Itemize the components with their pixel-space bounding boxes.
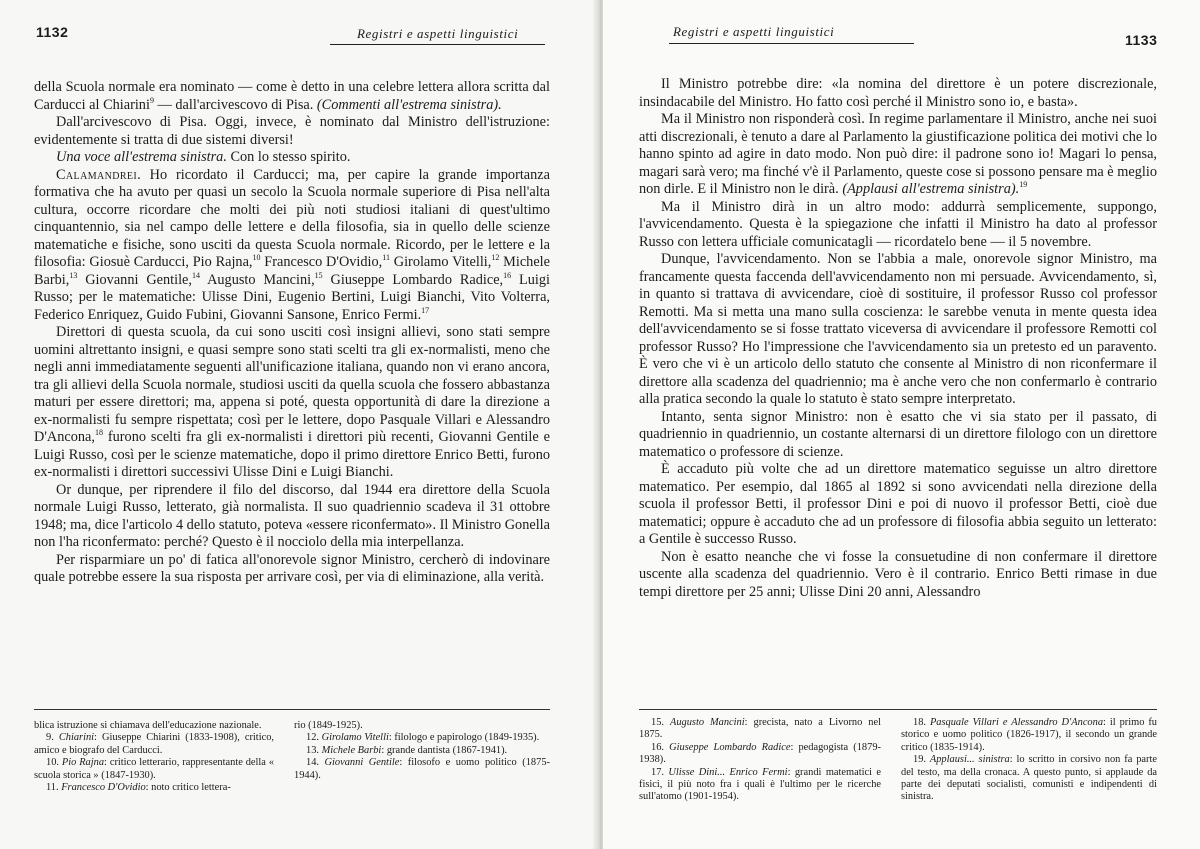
- body-paragraph: Non è esatto neanche che vi fosse la consuetudine di non confermare il direttore uscente alla scadenza del quadriennio. Vero è il contrario. Enrico Betti rimase in due tempi direttore per 25 anni; Ulisse Dini 20 anni, Alessandro: [639, 548, 1157, 600]
- body-paragraph: Intanto, senta signor Ministro: non è esatto che vi sia stato per il passato, di quadriennio in quadriennio, un costante alternarsi di un direttore filologo con un direttore matematico o professore di scienze.: [639, 408, 1157, 460]
- body-paragraph: Or dunque, per riprendere il filo del discorso, dal 1944 era direttore della Scuola normale Luigi Russo, letterato, già normalista. Il suo quadriennio scadeva il 31 ottobre 1948; ma, dice l'articolo 4 dello statuto, poteva «essere riconfermato». Il Ministro Gonella non l'ha riconfermato: perché? Questo è il nocciolo della mia interpellanza.: [34, 481, 550, 550]
- body-paragraph: Ma il Ministro dirà in un altro modo: addurrà semplicemente, suppongo, l'avvicendamento. Questa è la spiegazione che infatti il Ministro ha dato al professor Russo con lettera ufficiale comunicatagli — ricordatelo bene — il 5 novembre.: [639, 198, 1157, 250]
- left-page: [0, 0, 597, 849]
- footnote: 12. Girolamo Vitelli: filologo e papirologo (1849-1935).: [306, 732, 540, 744]
- page-number: 1132: [36, 24, 69, 40]
- body-paragraph: della Scuola normale era nominato — come è detto in una celebre lettera allora scritta dal Carducci al Chiarini$^9$ — dall'arcivescovo di Pisa. (Commenti all'estrema sinistra).: [34, 79, 550, 113]
- body-paragraph: Calamandrei. Ho ricordato il Carducci; ma, per capire la grande importanza formativa che ha avuto per quasi un secolo la Scuola normale superiore di Pisa nell'alta cultura, occorre ricordare che molti dei più noti studiosi italiani di quest'ultimo cinquantennio, sia nel campo delle lettere e della filosofia, sia in quello delle scienze matematiche e fisiche, sono usciti da questa Scuola normale. Ricordo, per le lettere e la filosofia: Giosuè Carducci, Pio Rajna,$^{10}$ Francesco D'Ovidio,$^{11}$ Girolamo Vitelli,$^{12}$ Michele Barbi,$^{13}$ Giovanni Gentile,$^{14}$ Augusto Mancini,$^{15}$ Giuseppe Lombardo Radice,$^{16}$ Luigi Russo; per le matematiche: Ulisse Dini, Eugenio Bertini, Luigi Bianchi, Vito Volterra, Federico Enriquez, Guido Fubini, Giovanni Sansone, Enrico Fermi.$^{17}$: [34, 166, 550, 323]
- right-page: [603, 0, 1200, 849]
- footnote: rio (1849-1925).: [294, 720, 363, 731]
- footnote: 13. Michele Barbi: grande dantista (1867-1941).: [306, 744, 508, 756]
- footnote: 9. Chiarini: Giuseppe Chiarini (1833-1908), critico, amico e biografo del Carducci.: [34, 732, 274, 756]
- body-paragraph: Per risparmiare un po' di fatica all'onorevole signor Ministro, cercherò di indovinare quale potrebbe essere la sua risposta per arrivare così, per via di eliminazione, alla verità.: [34, 551, 550, 585]
- footnote: 18. Pasquale Villari e Alessandro D'Ancona: il primo fu storico e uomo politico (1826-1917), il secondo un grande critico (1835-1914).: [901, 717, 1157, 753]
- footnote: 15. Augusto Mancini: grecista, nato a Livorno nel 1875.: [639, 717, 881, 741]
- footnote-rule: [639, 709, 1157, 710]
- footnote-column: [294, 720, 550, 782]
- footnote-column: [639, 717, 881, 804]
- footnote: 19. Applausi... sinistra: lo scritto in corsivo non fa parte del testo, ma della cronaca. A questo punto, si applaude da parte dei deputati socialisti, comunisti e indipendenti di sinistra.: [901, 754, 1157, 803]
- footnote: 14. Giovanni Gentile: filosofo e uomo politico (1875-1944).: [294, 757, 550, 781]
- header-rule: [669, 43, 914, 44]
- left-footnotes: [34, 720, 550, 820]
- body-paragraph: Una voce all'estrema sinistra. Con lo stesso spirito.: [56, 149, 351, 165]
- body-paragraph: Dunque, l'avvicendamento. Non se l'abbia a male, onorevole signor Ministro, ma francamente questa faccenda dell'avvicendamento non mi persuade. Avvicendamento, sì, in quanto si trattava di avvicendare, cioè di sostituire, il professor Russo col professor Remotti. Ma si metta una mano sulla coscienza: le sarebbe venuta in mente questa idea dell'avvicendamento se si fosse trattato viceversa di avvicendare il professore Remotti col professor Russo? Ho l'impressione che l'avvicendamento sia un pretesto ed un paravento. È vero che vi è un articolo dello statuto che consente al Ministro di non riconfermare il direttore alla scadenza del quadriennio; ma è anche vero che non confermarlo è contrario alla pratica secondo la quale lo statuto è stato sempre interpretato.: [639, 251, 1157, 407]
- body-paragraph: È accaduto più volte che ad un direttore matematico seguisse un altro direttore matematico. Per esempio, dal 1865 al 1892 si sono avvicendati nella direzione della scuola il professor Betti, il professor Dini e poi di nuovo il professor Betti, cioè due matematici; oppure è accaduto che ad un professore di filosofia abbia seguito un letterato: a Gentile è successo Russo.: [639, 461, 1157, 547]
- right-footnotes: [639, 717, 1157, 817]
- body-paragraph: Dall'arcivescovo di Pisa. Oggi, invece, è nominato dal Ministro dell'istruzione: evidentemente si tratta di due sistemi diversi!: [34, 114, 550, 148]
- left-body-text: [34, 79, 550, 587]
- page-number: 1133: [1125, 32, 1158, 48]
- running-head: Registri e aspetti linguistici: [673, 24, 835, 39]
- footnote-column: [901, 717, 1157, 804]
- body-paragraph: Ma il Ministro non risponderà così. In regime parlamentare il Ministro, anche nei suoi atti discrezionali, è tenuto a dare al Parlamento la giustificazione politica dei motivi che lo hanno spinto ad agire in dato modo. Non può dire: il padrone sono io! Magari lo pensa, magari sarà vero; ma finché v'è il Parlamento, queste cose si possono pensare ma è meglio non dirle. E il Ministro non le dirà. (Applausi all'estrema sinistra).$^{19}$: [639, 111, 1157, 197]
- footnote-column: [34, 720, 274, 794]
- header-rule: [330, 44, 545, 45]
- footnote-rule: [34, 709, 550, 710]
- body-paragraph: Il Ministro potrebbe dire: «la nomina del direttore è un potere discrezionale, insindacabile del Ministro. Ho fatto così perché il Ministro sono io, e basta».: [639, 76, 1157, 110]
- footnote: 11. Francesco D'Ovidio: noto critico lettera-: [46, 782, 231, 794]
- running-head: Registri e aspetti linguistici: [357, 26, 519, 41]
- footnote: 17. Ulisse Dini... Enrico Fermi: grandi matematici e fisici, il più noto fra i quali è l'ultimo per le ricerche sull'atomo (1901-1954).: [639, 766, 881, 803]
- footnote: 10. Pio Rajna: critico letterario, rappresentante della « scuola storica » (1847-1930).: [34, 757, 274, 781]
- right-body-text: [639, 76, 1157, 601]
- footnote: blica istruzione si chiamava dell'educazione nazionale.: [34, 720, 262, 731]
- body-paragraph: Direttori di questa scuola, da cui sono usciti così insigni allievi, sono stati sempre uomini altrettanto insigni, e quasi sempre sono stati scelti tra gli ex-normalisti, meno che negli anni immediatamente seguenti all'unificazione italiana, quando non vi erano ancora, tra gli allievi della Scuola normale, studiosi usciti da quella scuola che fossero abbastanza maturi per essere direttori; ma, appena si poté, questa opportunità di dare la direzione a ex-normalisti fu sempre rispettata; così per le lettere, dopo Pasquale Villari e Alessandro D'Ancona,$^{18}$ furono scelti fra gli ex-normalisti i direttori più recenti, Giovanni Gentile e Luigi Russo, così per le scienze matematiche, dopo il primo direttore Enrico Betti, furono ex-normalisti i direttori successivi Ulisse Dini e Luigi Bianchi.: [34, 324, 550, 480]
- footnote: 16. Giuseppe Lombardo Radice: pedagogista (1879-1938).: [639, 741, 881, 766]
